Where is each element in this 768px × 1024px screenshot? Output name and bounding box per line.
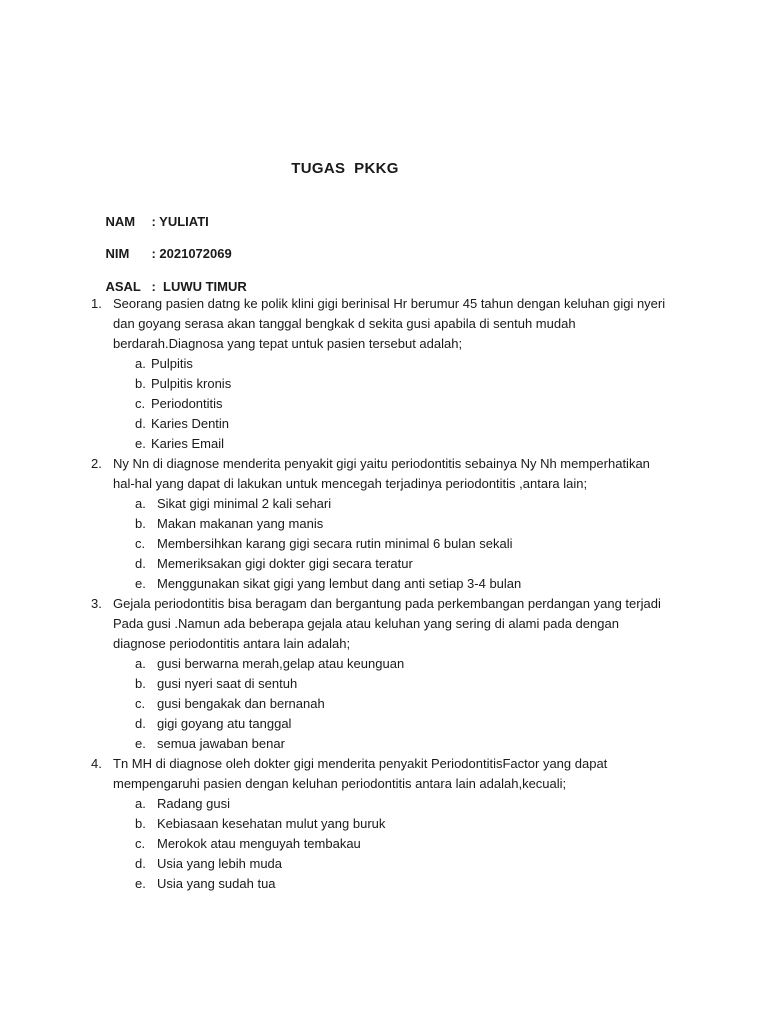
info-label: NAM [105,214,136,229]
question-text: Ny Nn di diagnose menderita penyakit gigi yaitu periodontitis sebainya Ny Nh memperhatikan hal-hal yang dapat di lakukan untuk mencegah terjadinya periodontitis ,antara lain; [113,456,650,491]
option-text: Pulpitis [151,356,193,371]
option-text: gigi goyang atu tanggal [157,716,292,731]
option-letter: c. [135,396,146,411]
option-letter: d. [135,716,146,731]
option-item [113,714,671,734]
option-item [113,654,671,674]
option-list [113,654,671,754]
option-text: gusi berwarna merah,gelap atau keunguan [157,656,405,671]
option-text: Kebiasaan kesehatan mulut yang buruk [157,816,386,831]
option-letter: a. [135,656,146,671]
option-text: Merokok atau menguyah tembakau [157,836,361,851]
option-letter: a. [135,796,146,811]
option-letter: e. [135,736,146,751]
document-title: TUGAS PKKG [291,160,399,177]
option-item [113,674,671,694]
option-text: Makan makanan yang manis [157,516,324,531]
option-letter: a. [135,496,146,511]
question-list [91,294,671,894]
option-item [113,734,671,754]
option-letter: c. [135,536,146,551]
option-item [113,874,671,894]
question-4 [91,754,671,894]
question-number: 4. [91,756,102,771]
option-letter: b. [135,376,146,391]
option-text: Radang gusi [157,796,230,811]
option-letter: e. [135,576,146,591]
option-list [113,494,671,594]
option-item [113,694,671,714]
option-item [113,534,671,554]
option-item [113,354,671,374]
option-letter: b. [135,516,146,531]
option-list [113,794,671,894]
option-item [113,434,671,454]
question-text: Gejala periodontitis bisa beragam dan bergantung pada perkembangan perdangan yang terjadi Pada gusi .Namun ada beberapa gejala atau keluhan yang sering di alami pada dengan diagnose periodontitis antara lain adalah; [113,596,661,651]
question-number: 1. [91,296,102,311]
option-text: gusi bengakak dan bernanah [157,696,325,711]
option-text: semua jawaban benar [157,736,285,751]
info-label: NIM [105,246,130,261]
question-2 [91,454,671,594]
option-letter: c. [135,836,146,851]
option-item [113,554,671,574]
info-value: : YULIATI [151,214,209,229]
option-item [113,394,671,414]
question-3 [91,594,671,754]
option-text: Periodontitis [151,396,223,411]
question-1 [91,294,671,454]
option-item [113,514,671,534]
option-item [113,834,671,854]
option-item [113,494,671,514]
option-letter: b. [135,676,146,691]
info-label: ASAL [105,279,141,294]
question-number: 2. [91,456,102,471]
option-item [113,794,671,814]
option-item [113,374,671,394]
question-text: Seorang pasien datng ke polik klini gigi berinisal Hr berumur 45 tahun dengan keluhan gigi nyeri dan goyang serasa akan tanggal bengkak d sekita gusi apabila di sentuh mudah berdarah.Diagnosa yang tepat untuk pasien tersebut adalah; [113,296,666,351]
option-item [113,854,671,874]
info-value: : LUWU TIMUR [151,279,247,294]
option-text: Pulpitis kronis [151,376,232,391]
option-letter: d. [135,416,146,431]
option-list [113,354,671,454]
option-text: Memeriksakan gigi dokter gigi secara teratur [157,556,413,571]
option-letter: d. [135,856,146,871]
info-value: : 2021072069 [151,246,232,261]
option-letter: e. [135,876,146,891]
option-text: Membersihkan karang gigi secara rutin minimal 6 bulan sekali [157,536,513,551]
option-text: Karies Email [151,436,224,451]
option-letter: a. [135,356,146,371]
option-text: gusi nyeri saat di sentuh [157,676,298,691]
option-text: Usia yang sudah tua [157,876,276,891]
option-text: Karies Dentin [151,416,230,431]
question-text: Tn MH di diagnose oleh dokter gigi menderita penyakit PeriodontitisFactor yang dapat mempengaruhi pasien dengan keluhan periodontitis antara lain adalah,kecuali; [113,756,608,791]
option-item [113,814,671,834]
option-letter: c. [135,696,146,711]
option-text: Sikat gigi minimal 2 kali sehari [157,496,332,511]
option-item [113,574,671,594]
question-number: 3. [91,596,102,611]
option-item [113,414,671,434]
option-letter: e. [135,436,146,451]
option-text: Usia yang lebih muda [157,856,283,871]
option-letter: d. [135,556,146,571]
option-text: Menggunakan sikat gigi yang lembut dang anti setiap 3-4 bulan [157,576,522,591]
option-letter: b. [135,816,146,831]
